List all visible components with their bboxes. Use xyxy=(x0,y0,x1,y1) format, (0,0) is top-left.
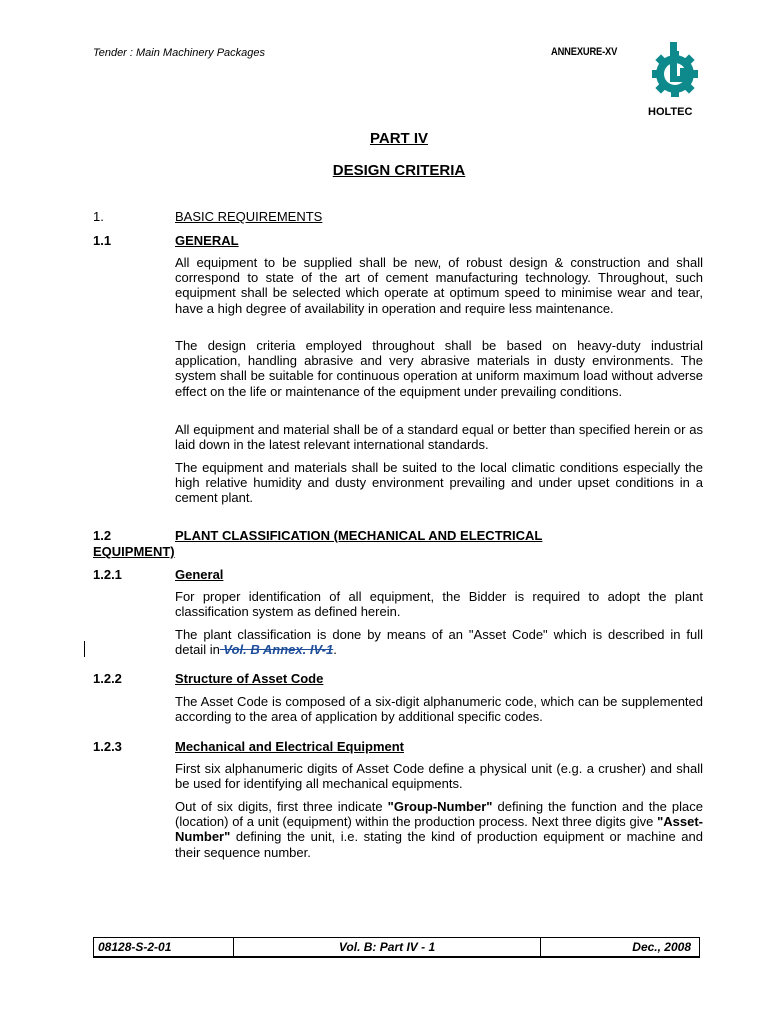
section-1-2-1-number: 1.2.1 xyxy=(93,567,122,582)
footer-doc-number: 08128-S-2-01 xyxy=(94,938,234,956)
footer-date: Dec., 2008 xyxy=(632,940,691,954)
section-1-2-1-title: General xyxy=(175,567,224,582)
section-1-2-number: 1.2 xyxy=(93,528,112,543)
section-1-2-3-title: Mechanical and Electrical Equipment xyxy=(175,739,405,754)
paragraph-classification-1: For proper identification of all equipment, the Bidder is required to adopt the plant classification system as defined herein. xyxy=(175,589,703,620)
paragraph-general-1: All equipment to be supplied shall be new, of robust design & construction and shall correspond to state of the art of cement manufacturing technology. Throughout, such equipment shall be selected which operate at optimum speed to minimise wear and tear, have a high degree of availability in operation and require less maintenance. xyxy=(175,255,703,316)
header-tender: Tender : Main Machinery Packages xyxy=(93,47,266,59)
paragraph-general-2: The design criteria employed throughout shall be based on heavy-duty industrial application, handling abrasive and very abrasive materials in dusty environments. The system shall be suitable for continuous operation at uniform maximum load without adverse effect on the life or maintenance of the equipment under prevailing conditions. xyxy=(175,338,703,399)
section-1-2-2-title: Structure of Asset Code xyxy=(175,671,324,686)
design-criteria-title: DESIGN CRITERIA xyxy=(332,162,466,179)
section-1-2-title-line1: PLANT CLASSIFICATION (MECHANICAL AND ELECTRICAL xyxy=(175,528,543,543)
header-company: HOLTEC xyxy=(648,106,693,118)
part-title: PART IV xyxy=(369,130,429,147)
paragraph-general-3: All equipment and material shall be of a standard equal or better than specified herein or as laid down in the latest relevant international standards. xyxy=(175,422,703,453)
section-1-number: 1. xyxy=(93,209,104,224)
page-footer xyxy=(93,937,700,958)
annex-link[interactable]: Vol. B Annex. IV-1 xyxy=(219,642,334,658)
footer-volume: Vol. B: Part IV - 1 xyxy=(234,938,541,956)
paragraph-mechanical-1: First six alphanumeric digits of Asset Code define a physical unit (e.g. a crusher) and shall be used for identifying all mechanical equipments. xyxy=(175,761,703,792)
holtec-logo-icon xyxy=(648,40,702,100)
section-1-2-3-number: 1.2.3 xyxy=(93,739,122,754)
section-1-title: BASIC REQUIREMENTS xyxy=(175,209,323,224)
section-1-2-2-number: 1.2.2 xyxy=(93,671,122,686)
paragraph-general-4: The equipment and materials shall be suited to the local climatic conditions especially the high relative humidity and dusty environment prevailing and under upset conditions in a cement plant. xyxy=(175,460,703,506)
header-annexure: ANNEXURE-XV xyxy=(551,46,618,58)
paragraph-asset-code: The Asset Code is composed of a six-digit alphanumeric code, which can be supplemented according to the area of application by additional specific codes. xyxy=(175,694,703,725)
paragraph-mechanical-2: Out of six digits, first three indicate "Group-Number" defining the function and the place (location) of a unit (equipment) within the production process. Next three digits give "Asset-Number" defining the unit, i.e. stating the kind of production equipment or machine and their sequence number. xyxy=(175,799,703,860)
section-1-1-number: 1.1 xyxy=(93,233,112,248)
text-cursor xyxy=(84,641,85,657)
section-1-1-title: GENERAL xyxy=(175,233,239,248)
section-1-2-title-line2: EQUIPMENT) xyxy=(93,544,175,559)
paragraph-classification-2: The plant classification is done by means of an "Asset Code" which is described in full detail in Vol. B Annex. IV-1. xyxy=(175,627,703,658)
